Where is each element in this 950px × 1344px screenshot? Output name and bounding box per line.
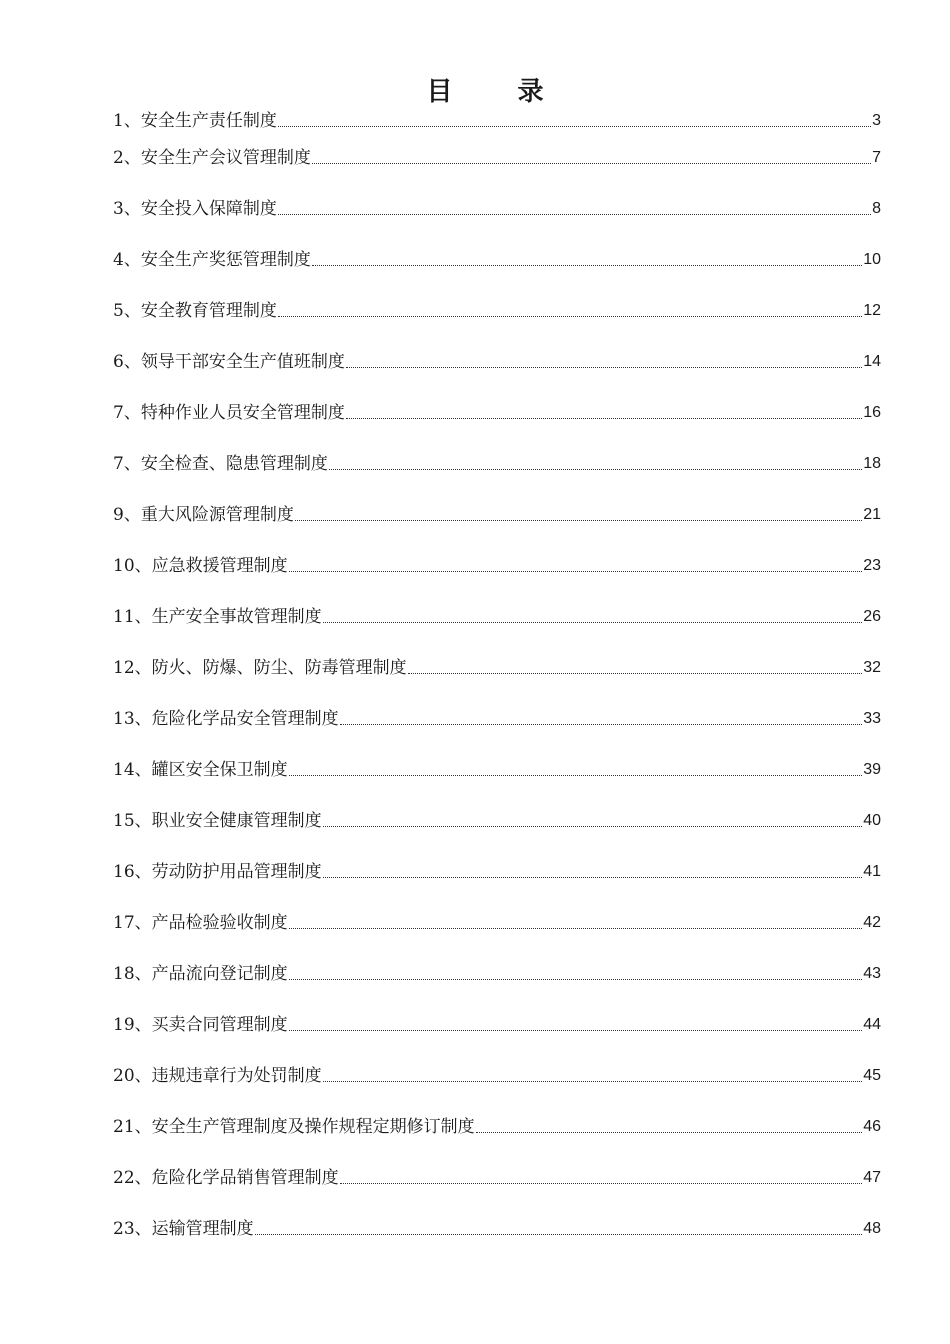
dot-leader bbox=[278, 316, 862, 317]
toc-entry-page-number[interactable]: 47 bbox=[863, 1169, 881, 1186]
toc-entry-label[interactable]: 7、特种作业人员安全管理制度 bbox=[113, 403, 345, 423]
toc-entry-page-number[interactable]: 12 bbox=[863, 302, 881, 319]
toc-entry-label[interactable]: 3、安全投入保障制度 bbox=[113, 199, 277, 219]
toc-entry-label[interactable]: 14、罐区安全保卫制度 bbox=[113, 760, 288, 780]
toc-entry-label[interactable]: 18、产品流向登记制度 bbox=[113, 964, 288, 984]
dot-leader bbox=[340, 1183, 863, 1184]
toc-entry[interactable] bbox=[113, 897, 881, 948]
toc-entry[interactable] bbox=[113, 1152, 881, 1203]
dot-leader bbox=[346, 418, 862, 419]
dot-leader bbox=[278, 126, 871, 127]
toc-entry-page-number[interactable]: 39 bbox=[863, 761, 881, 778]
toc-entry-page-number[interactable]: 44 bbox=[863, 1016, 881, 1033]
toc-entry-label[interactable]: 1、安全生产责任制度 bbox=[113, 111, 277, 131]
dot-leader bbox=[329, 469, 862, 470]
toc-entry-page-number[interactable]: 18 bbox=[863, 455, 881, 472]
toc-entry-label[interactable]: 7、安全检查、隐患管理制度 bbox=[113, 454, 328, 474]
dot-leader bbox=[289, 571, 863, 572]
toc-entry-page-number[interactable]: 33 bbox=[863, 710, 881, 727]
toc-entry[interactable] bbox=[113, 387, 881, 438]
toc-entry-page-number[interactable]: 43 bbox=[863, 965, 881, 982]
toc-entry[interactable] bbox=[113, 999, 881, 1050]
dot-leader bbox=[289, 775, 863, 776]
toc-entry[interactable] bbox=[113, 795, 881, 846]
dot-leader bbox=[476, 1132, 863, 1133]
toc-entry[interactable] bbox=[113, 285, 881, 336]
toc-entry-page-number[interactable]: 40 bbox=[863, 812, 881, 829]
toc-entry-page-number[interactable]: 7 bbox=[872, 149, 881, 166]
toc-entry-page-number[interactable]: 23 bbox=[863, 557, 881, 574]
toc-entry-label[interactable]: 16、劳动防护用品管理制度 bbox=[113, 862, 322, 882]
dot-leader bbox=[289, 979, 863, 980]
toc-entry[interactable] bbox=[113, 846, 881, 897]
toc-entry-page-number[interactable]: 21 bbox=[863, 506, 881, 523]
toc-entry-page-number[interactable]: 10 bbox=[863, 251, 881, 268]
toc-entry-page-number[interactable]: 45 bbox=[863, 1067, 881, 1084]
toc-entry[interactable] bbox=[113, 744, 881, 795]
toc-list bbox=[113, 106, 881, 1254]
toc-entry-label[interactable]: 2、安全生产会议管理制度 bbox=[113, 148, 311, 168]
toc-entry[interactable] bbox=[113, 234, 881, 285]
toc-entry-label[interactable]: 10、应急救援管理制度 bbox=[113, 556, 288, 576]
dot-leader bbox=[295, 520, 862, 521]
toc-entry-page-number[interactable]: 16 bbox=[863, 404, 881, 421]
toc-entry[interactable] bbox=[113, 1203, 881, 1254]
toc-entry-label[interactable]: 12、防火、防爆、防尘、防毒管理制度 bbox=[113, 658, 407, 678]
dot-leader bbox=[323, 826, 863, 827]
toc-entry-label[interactable]: 22、危险化学品销售管理制度 bbox=[113, 1168, 339, 1188]
toc-entry-label[interactable]: 23、运输管理制度 bbox=[113, 1219, 254, 1239]
toc-entry-label[interactable]: 21、安全生产管理制度及操作规程定期修订制度 bbox=[113, 1117, 475, 1137]
toc-entry-label[interactable]: 19、买卖合同管理制度 bbox=[113, 1015, 288, 1035]
toc-entry[interactable] bbox=[113, 106, 881, 132]
toc-entry[interactable] bbox=[113, 438, 881, 489]
toc-entry[interactable] bbox=[113, 591, 881, 642]
toc-entry[interactable] bbox=[113, 132, 881, 183]
toc-entry[interactable] bbox=[113, 540, 881, 591]
toc-entry-label[interactable]: 20、违规违章行为处罚制度 bbox=[113, 1066, 322, 1086]
dot-leader bbox=[323, 1081, 863, 1082]
toc-entry-label[interactable]: 4、安全生产奖惩管理制度 bbox=[113, 250, 311, 270]
dot-leader bbox=[278, 214, 871, 215]
toc-entry-label[interactable]: 6、领导干部安全生产值班制度 bbox=[113, 352, 345, 372]
toc-entry-label[interactable]: 17、产品检验验收制度 bbox=[113, 913, 288, 933]
dot-leader bbox=[289, 928, 863, 929]
dot-leader bbox=[255, 1234, 863, 1235]
toc-entry[interactable] bbox=[113, 183, 881, 234]
dot-leader bbox=[312, 163, 871, 164]
toc-entry[interactable] bbox=[113, 948, 881, 999]
toc-entry-page-number[interactable]: 32 bbox=[863, 659, 881, 676]
dot-leader bbox=[312, 265, 862, 266]
toc-entry-page-number[interactable]: 3 bbox=[872, 112, 881, 129]
toc-entry-label[interactable]: 15、职业安全健康管理制度 bbox=[113, 811, 322, 831]
toc-entry-page-number[interactable]: 14 bbox=[863, 353, 881, 370]
dot-leader bbox=[289, 1030, 863, 1031]
toc-entry[interactable] bbox=[113, 489, 881, 540]
toc-entry[interactable] bbox=[113, 1101, 881, 1152]
toc-entry-label[interactable]: 13、危险化学品安全管理制度 bbox=[113, 709, 339, 729]
toc-entry-page-number[interactable]: 26 bbox=[863, 608, 881, 625]
toc-entry-label[interactable]: 5、安全教育管理制度 bbox=[113, 301, 277, 321]
toc-title: 目 录 bbox=[426, 77, 572, 107]
dot-leader bbox=[340, 724, 863, 725]
toc-entry-label[interactable]: 11、生产安全事故管理制度 bbox=[113, 607, 322, 627]
toc-entry-page-number[interactable]: 41 bbox=[863, 863, 881, 880]
dot-leader bbox=[323, 622, 863, 623]
toc-entry[interactable] bbox=[113, 336, 881, 387]
dot-leader bbox=[323, 877, 863, 878]
toc-entry-label[interactable]: 9、重大风险源管理制度 bbox=[113, 505, 294, 525]
toc-entry-page-number[interactable]: 46 bbox=[863, 1118, 881, 1135]
toc-entry[interactable] bbox=[113, 642, 881, 693]
toc-entry[interactable] bbox=[113, 1050, 881, 1101]
toc-entry-page-number[interactable]: 48 bbox=[863, 1220, 881, 1237]
toc-entry-page-number[interactable]: 8 bbox=[872, 200, 881, 217]
dot-leader bbox=[346, 367, 862, 368]
dot-leader bbox=[408, 673, 863, 674]
toc-entry[interactable] bbox=[113, 693, 881, 744]
toc-entry-page-number[interactable]: 42 bbox=[863, 914, 881, 931]
